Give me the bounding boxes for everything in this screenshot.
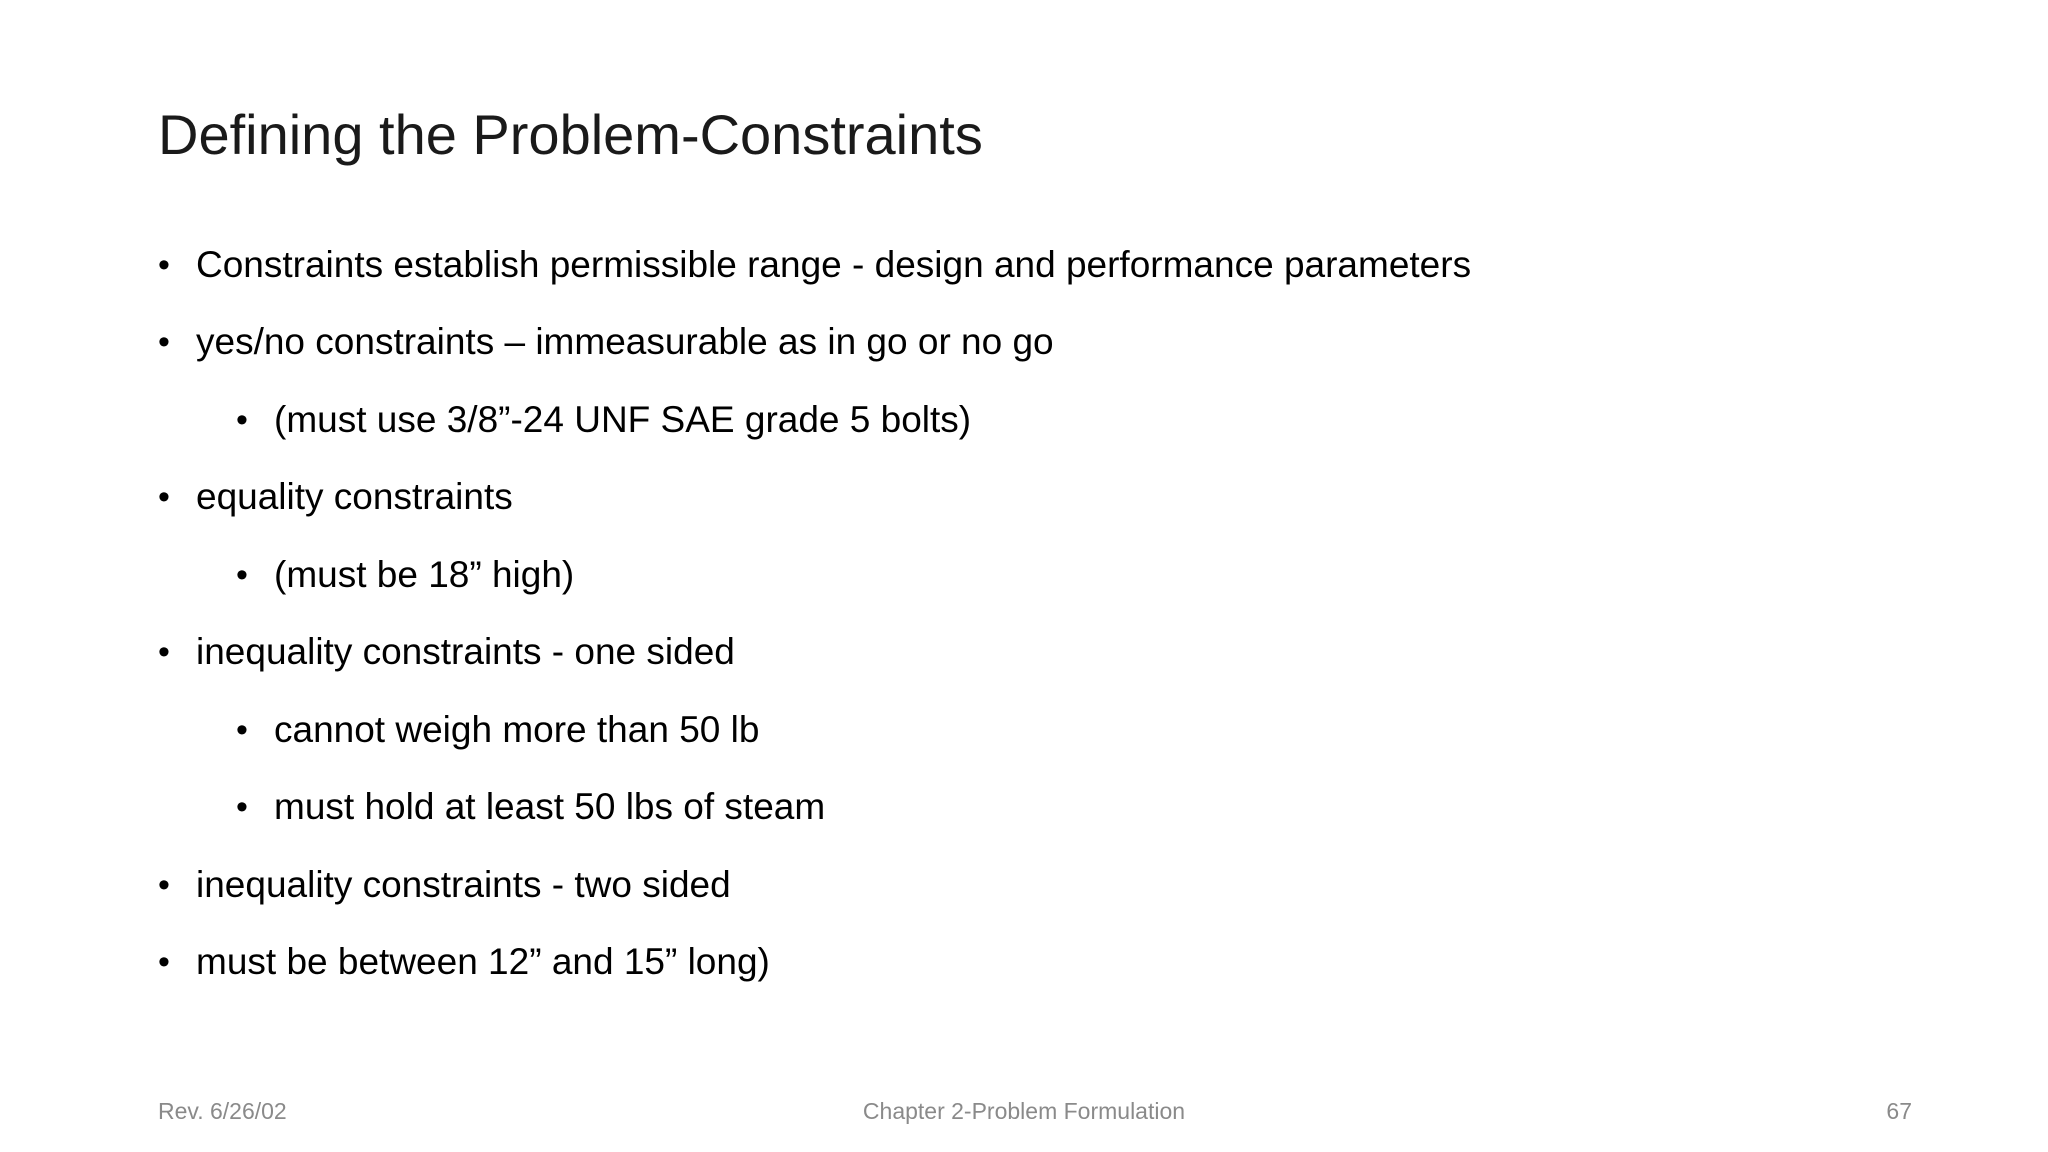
bullet-text: inequality constraints - two sided	[196, 863, 731, 905]
bullet-text: inequality constraints - one sided	[196, 631, 735, 673]
bullet-icon: •	[236, 400, 248, 439]
bullet-text: yes/no constraints – immeasurable as in go or no go	[196, 321, 1054, 363]
bullet-text: Constraints establish permissible range - design and performance parameters	[196, 243, 1472, 285]
bullet-text: (must be 18” high)	[274, 553, 575, 595]
bullet-item	[158, 459, 1878, 537]
bullet-icon: •	[158, 865, 170, 904]
bullet-item	[158, 924, 1878, 1002]
bullet-list	[158, 226, 1878, 1001]
bullet-text: cannot weigh more than 50 lb	[274, 708, 760, 750]
sub-bullet-item	[158, 769, 1878, 847]
slide-title: Defining the Problem-Constraints	[158, 103, 983, 166]
bullet-icon: •	[158, 323, 170, 362]
bullet-text: (must use 3/8”-24 UNF SAE grade 5 bolts)	[274, 398, 972, 440]
bullet-text: must hold at least 50 lbs of steam	[274, 786, 826, 828]
bullet-item	[158, 226, 1878, 304]
bullet-icon: •	[158, 478, 170, 517]
bullet-icon: •	[158, 943, 170, 982]
bullet-icon: •	[158, 245, 170, 284]
bullet-icon: •	[236, 788, 248, 827]
footer-date: Rev. 6/26/02	[158, 1098, 287, 1124]
footer-chapter: Chapter 2-Problem Formulation	[862, 1098, 1186, 1124]
bullet-item	[158, 614, 1878, 692]
bullet-item	[158, 846, 1878, 924]
bullet-icon: •	[236, 555, 248, 594]
sub-bullet-item	[158, 691, 1878, 769]
sub-bullet-item	[158, 381, 1878, 459]
sub-bullet-item	[158, 536, 1878, 614]
bullet-item	[158, 304, 1878, 382]
bullet-icon: •	[158, 633, 170, 672]
page-number: 67	[1886, 1098, 1912, 1124]
bullet-icon: •	[236, 710, 248, 749]
bullet-text: equality constraints	[196, 476, 513, 518]
bullet-text: must be between 12” and 15” long)	[196, 941, 770, 983]
